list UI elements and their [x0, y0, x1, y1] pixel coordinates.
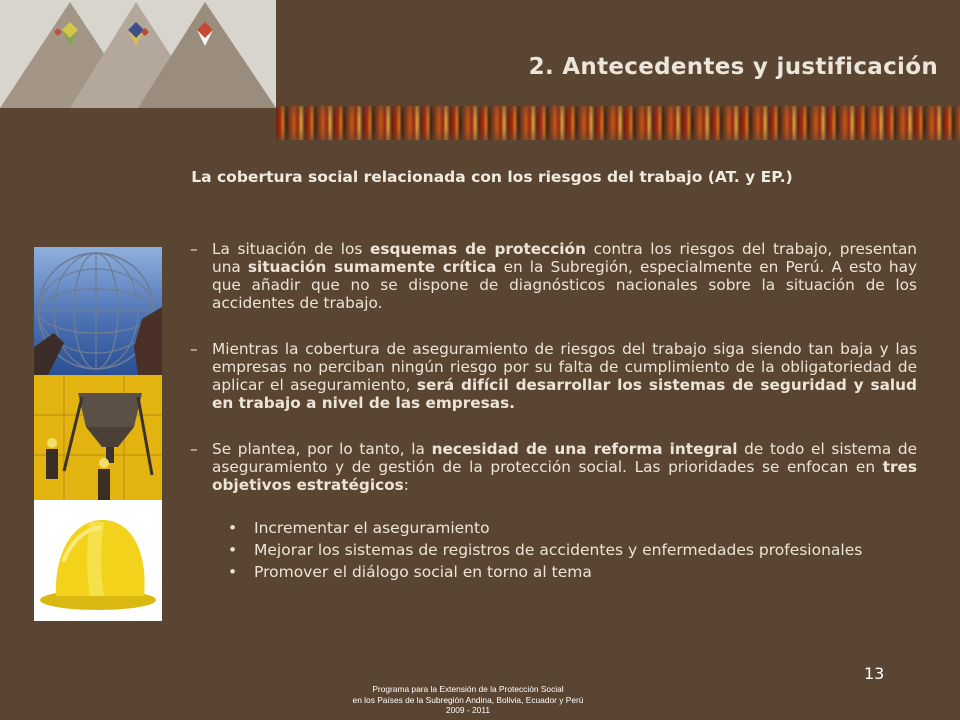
slide-title: 2. Antecedentes y justificación — [528, 54, 938, 80]
yellow-hard-hat-photo — [34, 500, 162, 621]
dash-marker: – — [190, 240, 198, 258]
bullet-marker: • — [228, 541, 238, 559]
paragraph-text — [212, 340, 917, 412]
text-segment: contra los riesgos del trabajo, presentan una — [212, 240, 918, 276]
list-item-text: Promover el diálogo social en torno al tema — [254, 563, 592, 581]
footer-line: Programa para la Extensión de la Protección Social — [372, 684, 564, 694]
list-item-text: Incrementar el aseguramiento — [254, 519, 490, 537]
construction-workers-photo — [34, 375, 162, 500]
text-segment: de todo el sistema de aseguramiento y de gestión de la protección social. Las prioridades se enfocan en — [212, 440, 917, 476]
andean-textile-band — [276, 106, 960, 140]
photo-column — [34, 247, 162, 621]
dash-marker: – — [190, 340, 198, 358]
paragraph-item — [190, 240, 917, 312]
text-segment: en la Subregión, especialmente en Perú. A esto hay que añadir que no se dispone de diagnósticos nacionales sobre la situación de los accidentes de trabajo. — [212, 258, 917, 312]
text-segment-bold: esquemas de protección — [369, 240, 586, 258]
text-segment-bold: tres objetivos estratégicos — [212, 458, 917, 494]
objectives-list — [190, 520, 917, 581]
program-logo — [0, 0, 276, 108]
text-segment-bold: necesidad de una reforma integral — [431, 440, 738, 458]
text-segment: : — [403, 476, 409, 494]
main-content — [190, 240, 917, 586]
text-segment-bold: situación sumamente crítica — [247, 258, 497, 276]
bullet-marker: • — [228, 563, 238, 581]
text-segment-bold: será difícil desarrollar los sistemas de seguridad y salud en trabajo a nivel de las empresas. — [212, 376, 917, 412]
dash-marker: – — [190, 440, 198, 458]
paragraph-item — [190, 340, 917, 412]
page-number: 13 — [864, 664, 885, 683]
mountains-logo-icon — [0, 0, 276, 108]
steel-structure-photo — [34, 247, 162, 375]
paragraph-text — [212, 440, 917, 494]
list-item — [228, 542, 917, 559]
text-segment: Mientras la cobertura de aseguramiento de riesgos del trabajo siga siendo tan baja y las empresas no perciban ningún riesgo por su falta de cumplimiento de la obligatoriedad de aplicar el aseguramiento, — [212, 340, 917, 394]
text-segment: La situación de los — [212, 240, 370, 258]
list-item — [228, 520, 917, 537]
footer-line: 2009 - 2011 — [445, 705, 491, 715]
footer-line: en los Países de la Subregión Andina, Bolivia, Ecuador y Perú — [352, 694, 584, 705]
list-item-text: Mejorar los sistemas de registros de accidentes y enfermedades profesionales — [254, 541, 863, 559]
text-segment: Se plantea, por lo tanto, la — [212, 440, 432, 458]
paragraph-text — [212, 240, 917, 312]
section-subtitle: La cobertura social relacionada con los riesgos del trabajo (AT. y EP.) — [191, 168, 793, 186]
list-item — [228, 564, 917, 581]
footer — [300, 684, 636, 716]
paragraph-item — [190, 440, 917, 494]
bullet-marker: • — [228, 519, 238, 537]
